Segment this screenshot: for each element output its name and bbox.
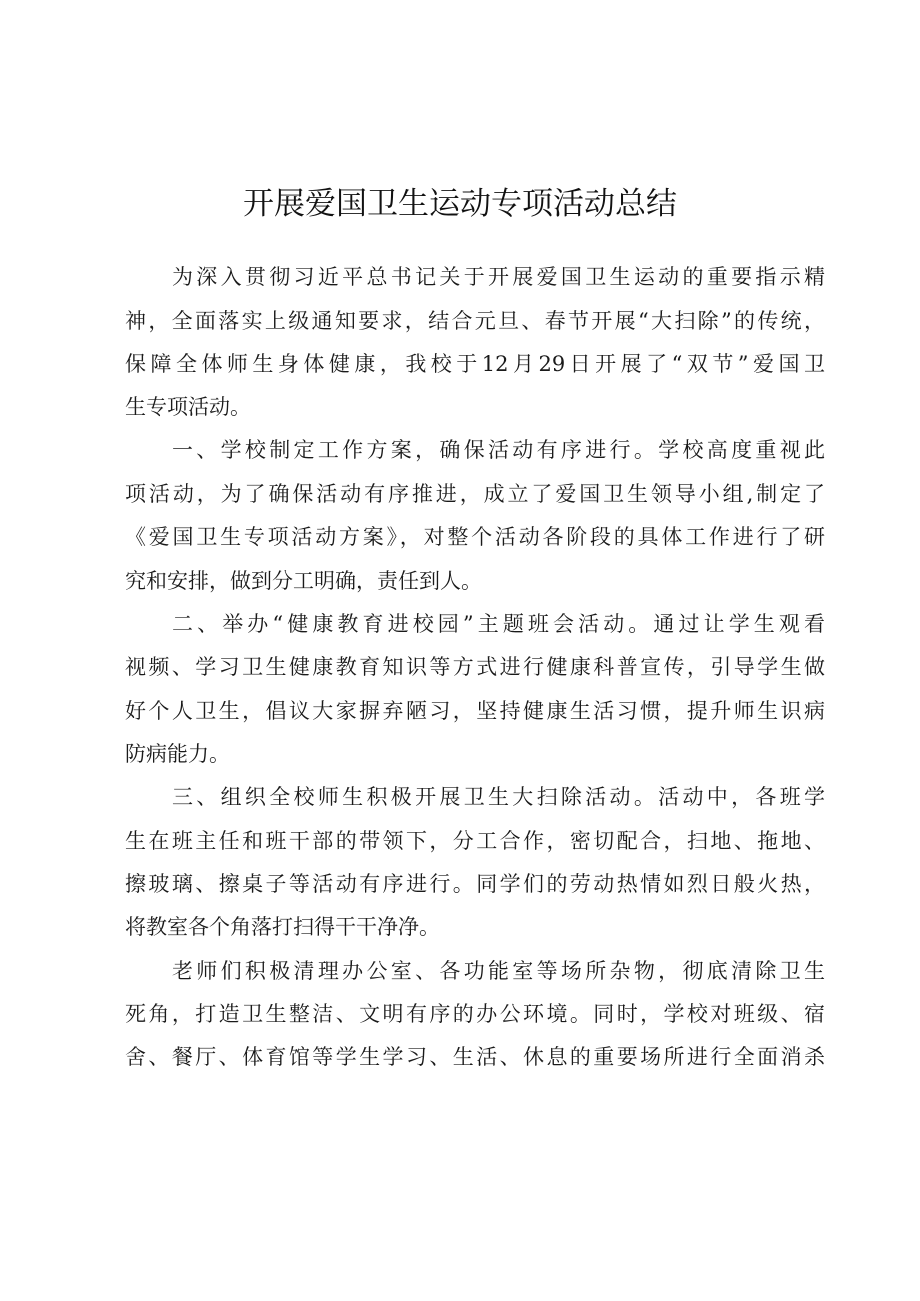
paragraph-section-2-line-2: 视频、学习卫生健康教育知识等方式进行健康科普宣传，引导学生做 xyxy=(125,655,825,679)
paragraph-intro-line-3: 保障全体师生身体健康，我校于12月29日开展了“双节”爱国卫 xyxy=(125,352,825,376)
paragraph-section-1-line-4: 究和安排，做到分工明确，责任到人。 xyxy=(125,569,482,593)
paragraph-section-3-line-1: 三、组织全校师生积极开展卫生大扫除活动。活动中，各班学 xyxy=(172,785,825,809)
paragraph-teachers-line-3: 舍、餐厅、体育馆等学生学习、生活、休息的重要场所进行全面消杀 xyxy=(125,1045,825,1069)
paragraph-section-3-line-2: 生在班主任和班干部的带领下，分工合作，密切配合，扫地、拖地、 xyxy=(125,829,825,853)
paragraph-section-1-line-2: 项活动，为了确保活动有序推进，成立了爱国卫生领导小组,制定了 xyxy=(125,482,825,506)
paragraph-intro-line-4: 生专项活动。 xyxy=(125,395,251,419)
paragraph-section-1-line-3: 《爱国卫生专项活动方案》，对整个活动各阶段的具体工作进行了研 xyxy=(125,525,825,549)
paragraph-teachers-line-2: 死角，打造卫生整洁、文明有序的办公环境。同时，学校对班级、宿 xyxy=(125,1002,825,1026)
paragraph-section-3-line-3: 擦玻璃、擦桌子等活动有序进行。同学们的劳动热情如烈日般火热， xyxy=(125,872,825,896)
paragraph-section-2-line-1: 二、举办“健康教育进校园”主题班会活动。通过让学生观看 xyxy=(172,612,825,636)
paragraph-intro-line-1: 为深入贯彻习近平总书记关于开展爱国卫生运动的重要指示精 xyxy=(172,265,825,289)
document-title: 开展爱国卫生运动专项活动总结 xyxy=(243,186,677,222)
paragraph-section-2-line-3: 好个人卫生，倡议大家摒弃陋习，坚持健康生活习惯，提升师生识病 xyxy=(125,699,825,723)
paragraph-section-1-line-1: 一、学校制定工作方案，确保活动有序进行。学校高度重视此 xyxy=(172,438,825,462)
paragraph-section-3-line-4: 将教室各个角落打扫得干干净净。 xyxy=(125,915,440,939)
paragraph-intro-line-2: 神，全面落实上级通知要求，结合元旦、春节开展“大扫除”的传统， xyxy=(125,309,825,333)
paragraph-teachers-line-1: 老师们积极清理办公室、各功能室等场所杂物，彻底清除卫生 xyxy=(172,959,825,983)
paragraph-section-2-line-4: 防病能力。 xyxy=(125,742,230,766)
